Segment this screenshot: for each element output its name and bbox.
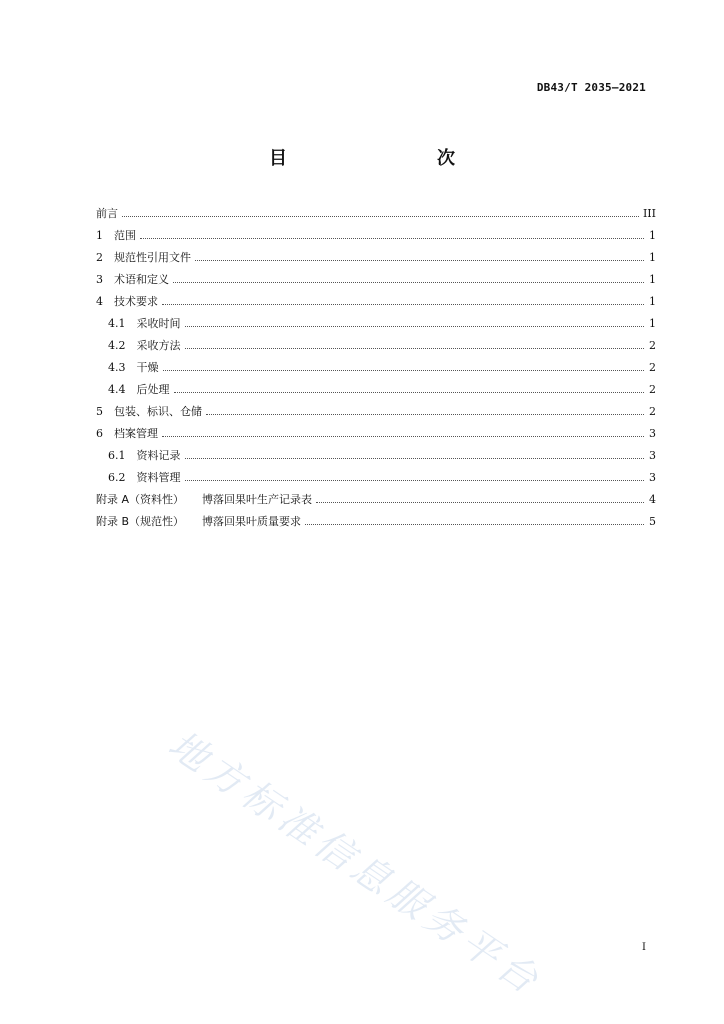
- toc-entry-label: 采收时间: [136, 317, 181, 330]
- toc-entry-page: 2: [649, 405, 656, 418]
- toc-dot-leader: [162, 435, 644, 437]
- toc-entry-page: 3: [649, 427, 656, 440]
- toc-entry-page: 1: [649, 229, 656, 242]
- toc-entry-label: 范围: [114, 229, 136, 242]
- toc-entry[interactable]: [96, 379, 656, 401]
- toc-entry-page: 1: [649, 295, 656, 308]
- toc-entry-page: III: [642, 207, 656, 220]
- toc-entry-label: 规范性引用文件: [114, 251, 191, 264]
- toc-entry[interactable]: [96, 291, 656, 313]
- toc-entry[interactable]: [96, 511, 656, 533]
- toc-entry-number: 5: [96, 405, 103, 418]
- toc-entry-label: 技术要求: [114, 295, 158, 308]
- toc-entry[interactable]: [96, 467, 656, 489]
- toc-entry-label: 干燥: [136, 361, 159, 374]
- toc-dot-leader: [163, 369, 645, 371]
- toc-dot-leader: [140, 237, 644, 239]
- toc-entry-number: 4.3: [108, 361, 126, 374]
- toc-dot-leader: [122, 215, 639, 217]
- toc-dot-leader: [195, 259, 644, 261]
- toc-entry-number: 1: [96, 229, 103, 242]
- toc-entry-number: 3: [96, 273, 103, 286]
- watermark: 地方标准信息服务平台: [160, 722, 551, 1005]
- toc-entry-page: 2: [649, 383, 656, 396]
- toc-entry-number: 4.4: [108, 383, 126, 396]
- document-code: DB43/T 2035—2021: [536, 81, 646, 94]
- toc-dot-leader: [206, 413, 644, 415]
- toc-entry[interactable]: [96, 489, 656, 511]
- toc-entry-annex-prefix: 附录 A（资料性）: [96, 493, 185, 506]
- toc-dot-leader: [173, 281, 644, 283]
- toc-dot-leader: [185, 479, 645, 481]
- toc-entry[interactable]: [96, 445, 656, 467]
- toc-entry-annex-prefix: 附录 B（规范性）: [96, 515, 185, 528]
- toc-entry-page: 5: [649, 515, 656, 528]
- toc-entry-number: 6.2: [108, 471, 126, 484]
- toc-entry[interactable]: [96, 423, 656, 445]
- toc-entry-label: 博落回果叶生产记录表: [202, 493, 313, 506]
- page-title: 目 次: [269, 148, 493, 169]
- toc-entry[interactable]: [96, 313, 656, 335]
- toc-entry-number: 4: [96, 295, 103, 308]
- toc-entry-label: 包装、标识、仓储: [114, 405, 202, 418]
- toc-entry-number: 4.2: [108, 339, 126, 352]
- toc-entry-label: 资料管理: [136, 471, 181, 484]
- toc-entry-page: 2: [649, 361, 656, 374]
- toc-dot-leader: [174, 391, 645, 393]
- toc-entry-label: 术语和定义: [114, 273, 169, 286]
- toc-dot-leader: [185, 457, 645, 459]
- toc-entry-label: 档案管理: [114, 427, 158, 440]
- toc-entry-page: 2: [649, 339, 656, 352]
- toc-entry-page: 3: [649, 471, 656, 484]
- toc-entry-label: 前言: [96, 207, 118, 220]
- toc-entry-page: 1: [649, 273, 656, 286]
- toc-entry-label: 后处理: [136, 383, 170, 396]
- toc-entry-page: 1: [649, 317, 656, 330]
- toc-dot-leader: [185, 347, 645, 349]
- toc-entry-number: 6: [96, 427, 103, 440]
- toc-entry-number: 4.1: [108, 317, 126, 330]
- toc-dot-leader: [305, 523, 644, 525]
- toc-entry-label: 采收方法: [136, 339, 181, 352]
- toc-entry[interactable]: [96, 203, 656, 225]
- toc-entry[interactable]: [96, 335, 656, 357]
- toc-entry-page: 4: [649, 493, 656, 506]
- toc-entry-label: 资料记录: [136, 449, 181, 462]
- toc-entry-page: 1: [649, 251, 656, 264]
- toc-entry[interactable]: [96, 225, 656, 247]
- toc-dot-leader: [185, 325, 645, 327]
- toc-entry-number: 2: [96, 251, 103, 264]
- page-number: I: [642, 942, 646, 953]
- toc-entry-page: 3: [649, 449, 656, 462]
- toc-dot-leader: [162, 303, 644, 305]
- toc-entry[interactable]: [96, 357, 656, 379]
- toc-entry[interactable]: [96, 269, 656, 291]
- toc-entry[interactable]: [96, 401, 656, 423]
- toc-entry-number: 6.1: [108, 449, 126, 462]
- toc-entry[interactable]: [96, 247, 656, 269]
- toc-entry-label: 博落回果叶质量要求: [202, 515, 302, 528]
- table-of-contents: [96, 203, 656, 533]
- toc-dot-leader: [316, 501, 644, 503]
